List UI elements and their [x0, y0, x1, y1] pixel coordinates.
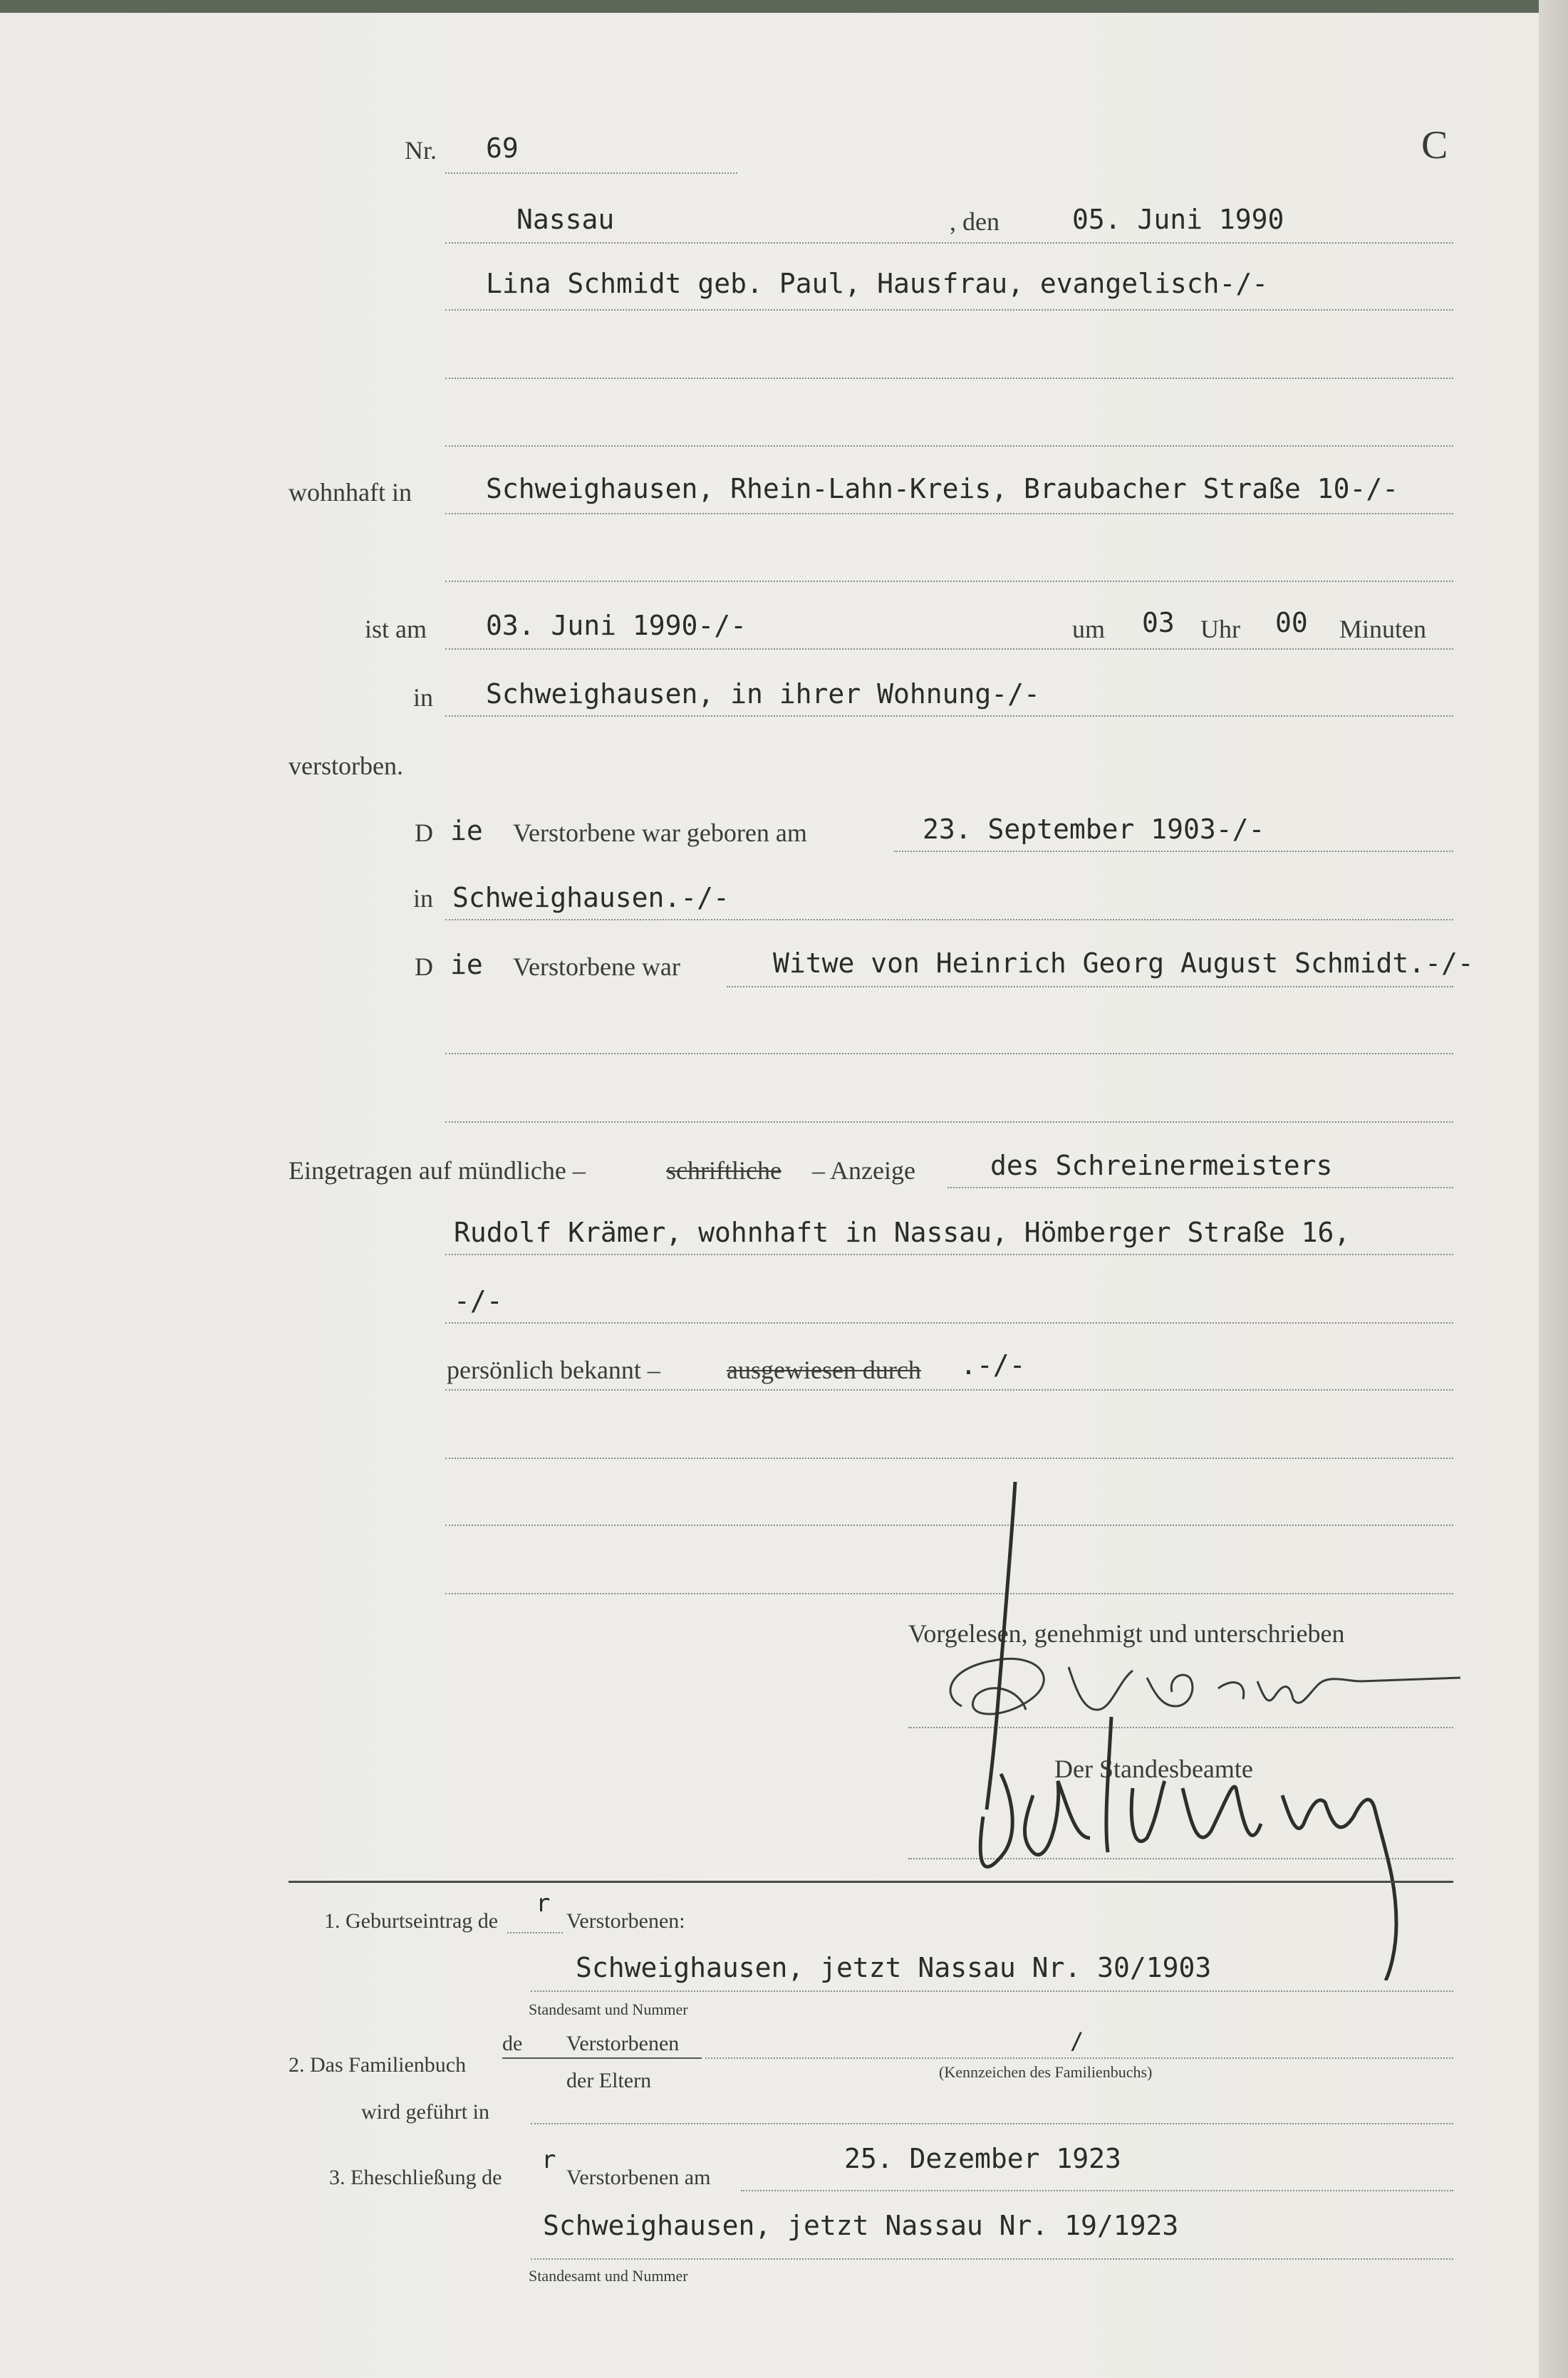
- death-date-line: [445, 648, 1453, 650]
- informant-line-2-rule: [445, 1254, 1453, 1255]
- d-label-2: D: [415, 952, 433, 981]
- minutes-value: 00: [1275, 607, 1308, 638]
- blank-line-4: [445, 1053, 1453, 1054]
- scan-right-edge: [1539, 0, 1568, 2378]
- geboren-label: Verstorbene war geboren am: [513, 819, 807, 847]
- den-label: , den: [950, 207, 1000, 236]
- ie-text-2: ie: [450, 949, 483, 980]
- footer-separator: [289, 1881, 1453, 1883]
- gefuehrt-label: wird geführt in: [361, 2100, 489, 2124]
- geburt-de-line: [507, 1932, 563, 1933]
- place-value: Nassau: [516, 204, 615, 235]
- marital-status: Witwe von Heinrich Georg August Schmidt.-/-: [773, 947, 1474, 979]
- minuten-label: Minuten: [1339, 615, 1426, 643]
- wohnhaft-line: [445, 513, 1453, 514]
- geburt-label-a: 1. Geburtseintrag de: [324, 1909, 499, 1933]
- informant-line-3: -/-: [454, 1285, 503, 1317]
- marital-line: [727, 986, 1453, 987]
- bekannt-label: persönlich bekannt –: [447, 1356, 660, 1384]
- geburt-r: r: [536, 1889, 551, 1918]
- ist-am-label: ist am: [365, 615, 427, 643]
- anzeige-label: – Anzeige: [812, 1156, 915, 1185]
- person-line-rule: [445, 309, 1453, 311]
- verstorben-label: verstorben.: [289, 752, 403, 780]
- standesamt-label-2: Standesamt und Nummer: [529, 2267, 688, 2285]
- birth-date-line: [894, 851, 1453, 852]
- familienbuch-verstorbenen: Verstorbenen: [566, 2032, 680, 2055]
- nr-value: 69: [486, 133, 519, 164]
- um-label: um: [1072, 615, 1106, 643]
- vorgelesen-label: Vorgelesen, genehmigt und unterschrieben: [908, 1619, 1345, 1648]
- in-label: in: [413, 683, 434, 712]
- blank-line-6: [445, 1458, 1453, 1459]
- series-letter: C: [1421, 123, 1448, 167]
- war-label: Verstorbene war: [513, 952, 680, 981]
- blank-line-1: [445, 378, 1453, 379]
- bekannt-suffix: .-/-: [960, 1349, 1026, 1381]
- ehe-label-b: Verstorbenen am: [566, 2166, 711, 2189]
- ausgewiesen-label: ausgewiesen durch: [727, 1356, 921, 1384]
- birth-date: 23. September 1903-/-: [923, 814, 1265, 845]
- birth-place-line: [445, 919, 1453, 920]
- kennzeichen-label: (Kennzeichen des Familienbuchs): [939, 2063, 1153, 2081]
- informant-line-2: Rudolf Krämer, wohnhaft in Nassau, Hömberger Straße 16,: [454, 1217, 1351, 1248]
- nr-label: Nr.: [405, 136, 437, 165]
- official-signature: [969, 1482, 1468, 1980]
- hour-value: 03: [1142, 607, 1175, 638]
- d-label-1: D: [415, 819, 433, 847]
- ehe-date-line: [741, 2190, 1453, 2191]
- blank-line-3: [445, 581, 1453, 582]
- ehe-line: [531, 2258, 1453, 2260]
- death-date: 03. Juni 1990-/-: [486, 610, 747, 641]
- geburt-line: [531, 1990, 1453, 1992]
- gefuehrt-line: [531, 2123, 1453, 2124]
- familienbuch-slash: /: [1070, 2027, 1084, 2055]
- informant-line-1: des Schreinermeisters: [990, 1150, 1333, 1181]
- familienbuch-label: 2. Das Familienbuch: [289, 2053, 467, 2077]
- geburt-label-b: Verstorbenen:: [566, 1909, 685, 1933]
- familienbuch-eltern: der Eltern: [566, 2069, 652, 2092]
- death-place-line: [445, 715, 1453, 717]
- birth-place: Schweighausen.-/-: [452, 882, 730, 913]
- ehe-label-a: 3. Eheschließung de: [329, 2166, 502, 2189]
- informant-line-1-rule: [947, 1187, 1453, 1188]
- standesbeamte-label: Der Standesbeamte: [1054, 1755, 1253, 1783]
- standesamt-label-1: Standesamt und Nummer: [529, 2000, 688, 2018]
- geburt-value: Schweighausen, jetzt Nassau Nr. 30/1903: [576, 1952, 1212, 1983]
- schriftliche-label: schriftliche: [666, 1156, 782, 1185]
- familienbuch-de: de: [502, 2032, 523, 2055]
- familienbuch-line: [705, 2057, 1453, 2059]
- bekannt-line: [445, 1389, 1453, 1391]
- birth-in-label: in: [413, 884, 434, 913]
- eingetragen-label: Eingetragen auf mündliche –: [289, 1156, 586, 1185]
- ehe-value: Schweighausen, jetzt Nassau Nr. 19/1923: [543, 2210, 1179, 2241]
- blank-line-2: [445, 445, 1453, 447]
- wohnhaft-value: Schweighausen, Rhein-Lahn-Kreis, Braubacher Straße 10-/-: [486, 473, 1399, 504]
- uhr-label: Uhr: [1200, 615, 1240, 643]
- death-place: Schweighausen, in ihrer Wohnung-/-: [486, 678, 1040, 710]
- date-value: 05. Juni 1990: [1072, 204, 1284, 235]
- person-line: Lina Schmidt geb. Paul, Hausfrau, evangelisch-/-: [486, 268, 1269, 299]
- nr-line: [445, 172, 737, 174]
- date-line: [445, 242, 1453, 244]
- familienbuch-split-line: [502, 2057, 702, 2059]
- ie-text-1: ie: [450, 815, 483, 846]
- wohnhaft-label: wohnhaft in: [289, 478, 412, 507]
- blank-line-5: [445, 1121, 1453, 1123]
- ehe-r: r: [541, 2146, 556, 2174]
- informant-line-3-rule: [445, 1322, 1453, 1324]
- ehe-date: 25. Dezember 1923: [844, 2143, 1121, 2174]
